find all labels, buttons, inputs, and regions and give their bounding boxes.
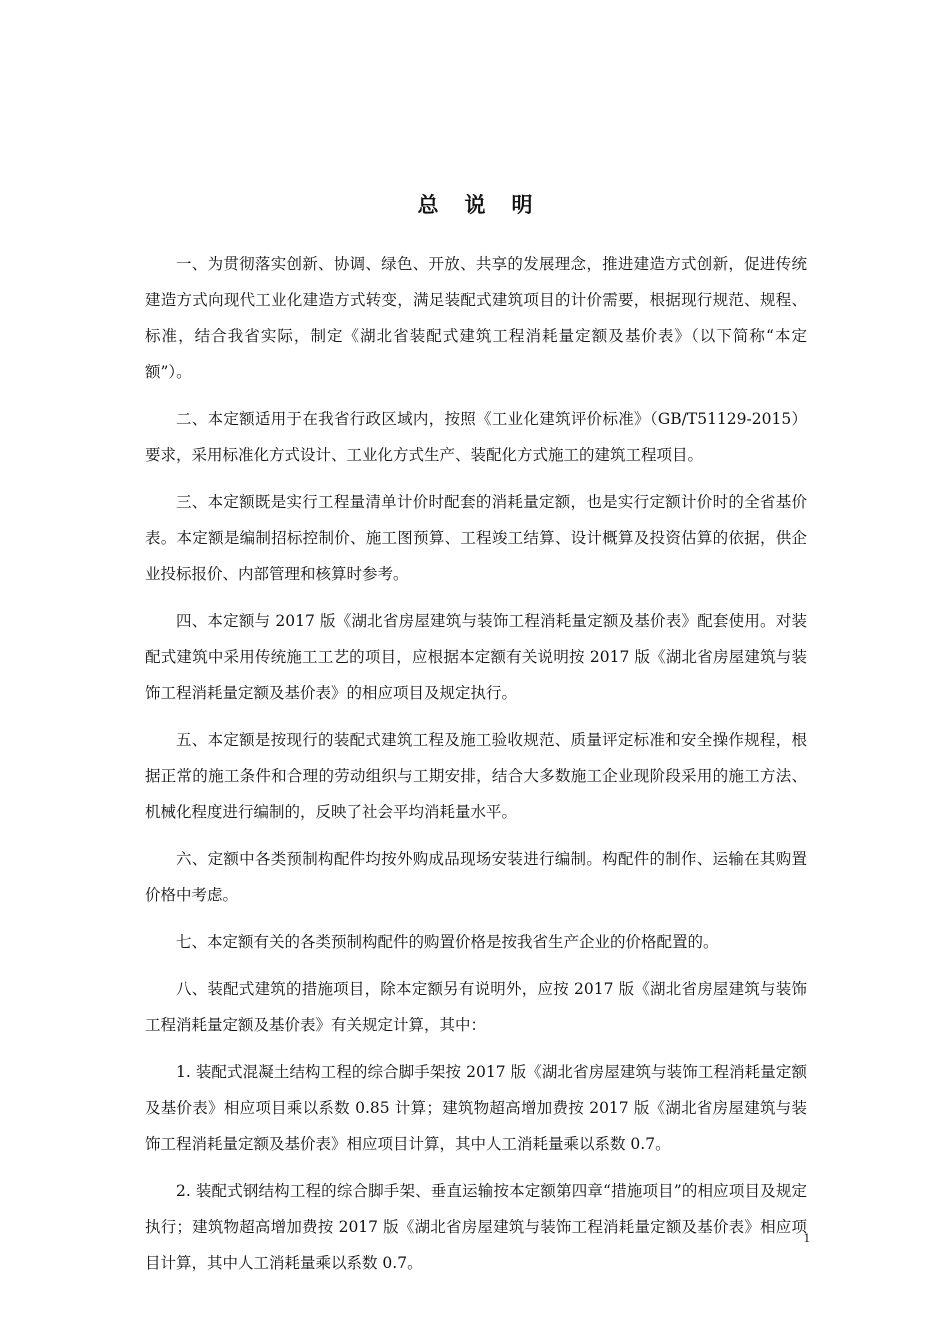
body-text [145,246,807,1292]
paragraph-6: 六、定额中各类预制构配件均按外购成品现场安装进行编制。构配件的制作、运输在其购置价格中考虑。 [145,850,807,904]
paragraph-8-item-2: 2. 装配式钢结构工程的综合脚手架、垂直运输按本定额第四章“措施项目”的相应项目及规定执行；建筑物超高增加费按 2017 版《湖北省房屋建筑与装饰工程消耗量定额及基价表》相应项目计算，其中人工消耗量乘以系数 0.7。 [145,1182,807,1272]
page-number: 1 [803,1230,810,1245]
paragraph-2: 二、本定额适用于在我省行政区域内，按照《工业化建筑评价标准》（GB/T51129-2015）要求，采用标准化方式设计、工业化方式生产、装配化方式施工的建筑工程项目。 [145,410,807,464]
page-title: 总说明 [417,193,559,218]
paragraph-1: 一、为贯彻落实创新、协调、绿色、开放、共享的发展理念，推进建造方式创新，促进传统建造方式向现代工业化建造方式转变，满足装配式建筑项目的计价需要，根据现行规范、规程、标准，结合我省实际，制定《湖北省装配式建筑工程消耗量定额及基价表》（以下简称“本定额”）。 [145,255,807,381]
paragraph-3: 三、本定额既是实行工程量清单计价时配套的消耗量定额，也是实行定额计价时的全省基价表。本定额是编制招标控制价、施工图预算、工程竣工结算、设计概算及投资估算的依据，供企业投标报价、内部管理和核算时参考。 [145,493,807,583]
paragraph-8-item-1: 1. 装配式混凝土结构工程的综合脚手架按 2017 版《湖北省房屋建筑与装饰工程消耗量定额及基价表》相应项目乘以系数 0.85 计算；建筑物超高增加费按 2017 版《湖北省房屋建筑与装饰工程消耗量定额及基价表》相应项目计算，其中人工消耗量乘以系数 0.7。 [145,1063,807,1153]
paragraph-5: 五、本定额是按现行的装配式建筑工程及施工验收规范、质量评定标准和安全操作规程，根据正常的施工条件和合理的劳动组织与工期安排，结合大多数施工企业现阶段采用的施工方法、机械化程度进行编制的，反映了社会平均消耗量水平。 [145,731,807,821]
paragraph-4: 四、本定额与 2017 版《湖北省房屋建筑与装饰工程消耗量定额及基价表》配套使用。对装配式建筑中采用传统施工工艺的项目，应根据本定额有关说明按 2017 版《湖北省房屋建筑与装饰工程消耗量定额及基价表》的相应项目及规定执行。 [145,612,807,702]
paragraph-7: 七、本定额有关的各类预制构配件的购置价格是按我省生产企业的价格配置的。 [176,933,719,951]
paragraph-8: 八、装配式建筑的措施项目，除本定额另有说明外，应按 2017 版《湖北省房屋建筑与装饰工程消耗量定额及基价表》有关规定计算，其中： [145,980,807,1034]
